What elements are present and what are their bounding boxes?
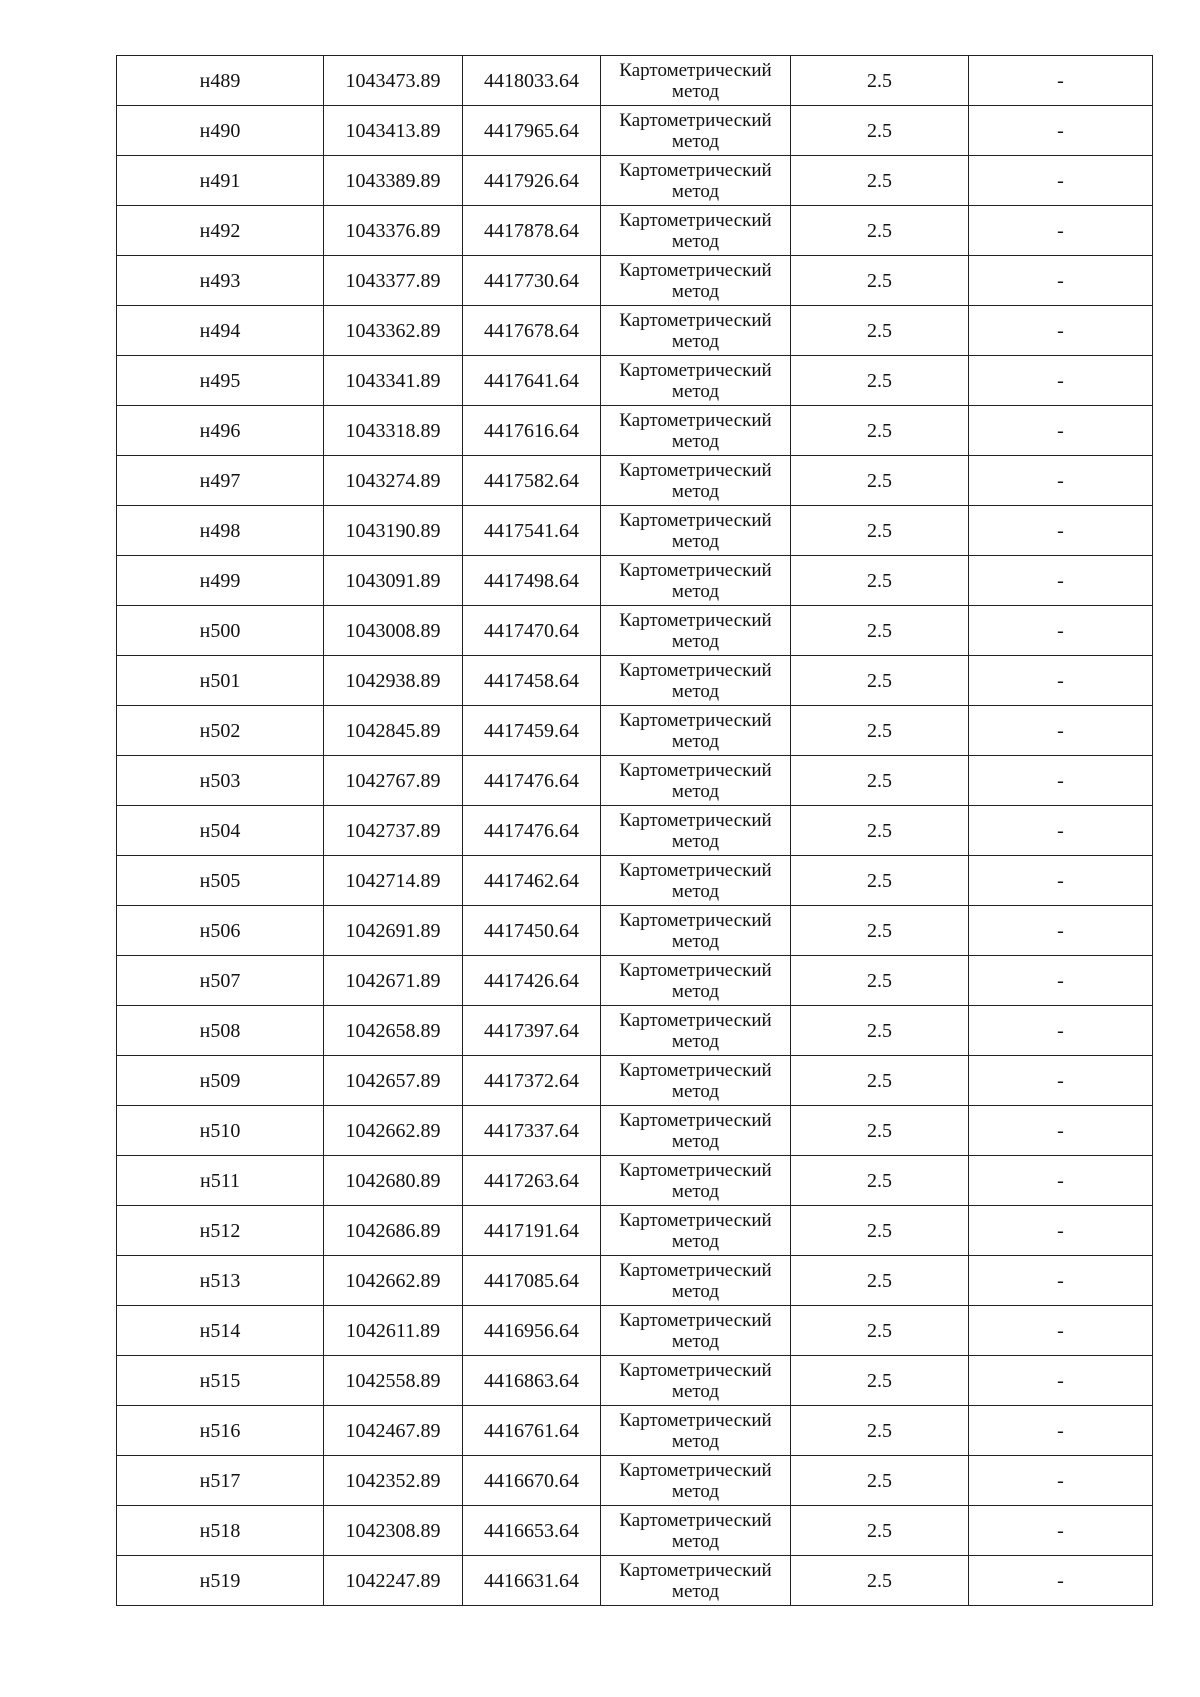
x-coordinate-cell: 1043389.89 — [324, 156, 463, 206]
note-cell: - — [969, 1406, 1153, 1456]
point-number-cell: н505 — [117, 856, 324, 906]
method-label-line2: метод — [671, 581, 720, 602]
method-label-line1: Картометрический — [619, 760, 772, 781]
point-number-cell: н499 — [117, 556, 324, 606]
x-coordinate-cell: 1043473.89 — [324, 56, 463, 106]
accuracy-cell: 2.5 — [791, 556, 969, 606]
accuracy-cell: 2.5 — [791, 1006, 969, 1056]
accuracy-cell: 2.5 — [791, 106, 969, 156]
coordinates-table-body — [117, 56, 1153, 1606]
accuracy-cell: 2.5 — [791, 656, 969, 706]
method-cell — [601, 106, 791, 156]
method-label-line2: метод — [671, 1231, 720, 1252]
x-coordinate-cell: 1042657.89 — [324, 1056, 463, 1106]
point-number-cell: н508 — [117, 1006, 324, 1056]
method-label-line1: Картометрический — [619, 1410, 772, 1431]
coordinates-table — [116, 55, 1153, 1606]
note-cell: - — [969, 1106, 1153, 1156]
table-row — [117, 1056, 1153, 1106]
y-coordinate-cell: 4417926.64 — [463, 156, 601, 206]
table-row — [117, 256, 1153, 306]
method-label-line1: Картометрический — [619, 360, 772, 381]
y-coordinate-cell: 4417965.64 — [463, 106, 601, 156]
note-cell: - — [969, 506, 1153, 556]
y-coordinate-cell: 4417582.64 — [463, 456, 601, 506]
note-cell: - — [969, 956, 1153, 1006]
method-cell — [601, 1406, 791, 1456]
method-cell — [601, 1056, 791, 1106]
accuracy-cell: 2.5 — [791, 1456, 969, 1506]
method-label-line2: метод — [671, 481, 720, 502]
x-coordinate-cell: 1042686.89 — [324, 1206, 463, 1256]
method-label-line1: Картометрический — [619, 1460, 772, 1481]
table-row — [117, 156, 1153, 206]
method-cell — [601, 706, 791, 756]
y-coordinate-cell: 4417470.64 — [463, 606, 601, 656]
point-number-cell: н492 — [117, 206, 324, 256]
accuracy-cell: 2.5 — [791, 756, 969, 806]
accuracy-cell: 2.5 — [791, 1306, 969, 1356]
method-label-line1: Картометрический — [619, 260, 772, 281]
point-number-cell: н516 — [117, 1406, 324, 1456]
method-cell — [601, 206, 791, 256]
method-label-line1: Картометрический — [619, 560, 772, 581]
point-number-cell: н506 — [117, 906, 324, 956]
note-cell: - — [969, 306, 1153, 356]
table-row — [117, 1006, 1153, 1056]
table-row — [117, 1156, 1153, 1206]
method-label-line1: Картометрический — [619, 710, 772, 731]
y-coordinate-cell: 4416631.64 — [463, 1556, 601, 1606]
accuracy-cell: 2.5 — [791, 1406, 969, 1456]
note-cell: - — [969, 1256, 1153, 1306]
y-coordinate-cell: 4417476.64 — [463, 756, 601, 806]
method-cell — [601, 156, 791, 206]
x-coordinate-cell: 1043377.89 — [324, 256, 463, 306]
accuracy-cell: 2.5 — [791, 1206, 969, 1256]
method-cell — [601, 56, 791, 106]
method-label-line1: Картометрический — [619, 1210, 772, 1231]
point-number-cell: н519 — [117, 1556, 324, 1606]
method-label-line2: метод — [671, 331, 720, 352]
y-coordinate-cell: 4417641.64 — [463, 356, 601, 406]
accuracy-cell: 2.5 — [791, 306, 969, 356]
accuracy-cell: 2.5 — [791, 1556, 969, 1606]
y-coordinate-cell: 4416863.64 — [463, 1356, 601, 1406]
accuracy-cell: 2.5 — [791, 356, 969, 406]
y-coordinate-cell: 4417191.64 — [463, 1206, 601, 1256]
method-label-line1: Картометрический — [619, 1360, 772, 1381]
accuracy-cell: 2.5 — [791, 256, 969, 306]
y-coordinate-cell: 4416761.64 — [463, 1406, 601, 1456]
accuracy-cell: 2.5 — [791, 1256, 969, 1306]
note-cell: - — [969, 1456, 1153, 1506]
x-coordinate-cell: 1043341.89 — [324, 356, 463, 406]
method-label-line1: Картометрический — [619, 1310, 772, 1331]
y-coordinate-cell: 4416670.64 — [463, 1456, 601, 1506]
point-number-cell: н495 — [117, 356, 324, 406]
point-number-cell: н497 — [117, 456, 324, 506]
accuracy-cell: 2.5 — [791, 606, 969, 656]
note-cell: - — [969, 56, 1153, 106]
note-cell: - — [969, 906, 1153, 956]
method-label-line2: метод — [671, 431, 720, 452]
method-label-line1: Картометрический — [619, 210, 772, 231]
table-row — [117, 1206, 1153, 1256]
table-row — [117, 406, 1153, 456]
point-number-cell: н518 — [117, 1506, 324, 1556]
note-cell: - — [969, 706, 1153, 756]
note-cell: - — [969, 206, 1153, 256]
method-label-line2: метод — [671, 531, 720, 552]
table-row — [117, 706, 1153, 756]
x-coordinate-cell: 1042611.89 — [324, 1306, 463, 1356]
table-row — [117, 56, 1153, 106]
note-cell: - — [969, 1306, 1153, 1356]
accuracy-cell: 2.5 — [791, 156, 969, 206]
note-cell: - — [969, 1556, 1153, 1606]
y-coordinate-cell: 4417426.64 — [463, 956, 601, 1006]
y-coordinate-cell: 4417397.64 — [463, 1006, 601, 1056]
method-label-line2: метод — [671, 1531, 720, 1552]
accuracy-cell: 2.5 — [791, 856, 969, 906]
table-row — [117, 1556, 1153, 1606]
method-cell — [601, 306, 791, 356]
method-label-line1: Картометрический — [619, 960, 772, 981]
method-label-line2: метод — [671, 381, 720, 402]
method-label-line2: метод — [671, 1181, 720, 1202]
method-cell — [601, 806, 791, 856]
x-coordinate-cell: 1042671.89 — [324, 956, 463, 1006]
table-row — [117, 656, 1153, 706]
method-label-line2: метод — [671, 1581, 720, 1602]
point-number-cell: н490 — [117, 106, 324, 156]
method-label-line1: Картометрический — [619, 1010, 772, 1031]
y-coordinate-cell: 4417458.64 — [463, 656, 601, 706]
point-number-cell: н512 — [117, 1206, 324, 1256]
table-row — [117, 356, 1153, 406]
table-row — [117, 1306, 1153, 1356]
method-label-line1: Картометрический — [619, 510, 772, 531]
x-coordinate-cell: 1042714.89 — [324, 856, 463, 906]
table-row — [117, 306, 1153, 356]
y-coordinate-cell: 4416956.64 — [463, 1306, 601, 1356]
method-label-line2: метод — [671, 81, 720, 102]
method-label-line1: Картометрический — [619, 1260, 772, 1281]
accuracy-cell: 2.5 — [791, 1156, 969, 1206]
y-coordinate-cell: 4417372.64 — [463, 1056, 601, 1106]
y-coordinate-cell: 4416653.64 — [463, 1506, 601, 1556]
accuracy-cell: 2.5 — [791, 906, 969, 956]
method-cell — [601, 1106, 791, 1156]
method-cell — [601, 1006, 791, 1056]
note-cell: - — [969, 456, 1153, 506]
x-coordinate-cell: 1042662.89 — [324, 1106, 463, 1156]
x-coordinate-cell: 1043413.89 — [324, 106, 463, 156]
method-label-line1: Картометрический — [619, 1560, 772, 1581]
table-row — [117, 1456, 1153, 1506]
table-row — [117, 556, 1153, 606]
point-number-cell: н498 — [117, 506, 324, 556]
x-coordinate-cell: 1042558.89 — [324, 1356, 463, 1406]
method-label-line1: Картометрический — [619, 910, 772, 931]
method-label-line1: Картометрический — [619, 860, 772, 881]
method-cell — [601, 506, 791, 556]
method-cell — [601, 656, 791, 706]
table-row — [117, 106, 1153, 156]
x-coordinate-cell: 1043362.89 — [324, 306, 463, 356]
table-row — [117, 606, 1153, 656]
table-row — [117, 1256, 1153, 1306]
method-label-line2: метод — [671, 1031, 720, 1052]
point-number-cell: н511 — [117, 1156, 324, 1206]
method-label-line1: Картометрический — [619, 1160, 772, 1181]
method-label-line2: метод — [671, 781, 720, 802]
method-label-line2: метод — [671, 981, 720, 1002]
point-number-cell: н502 — [117, 706, 324, 756]
note-cell: - — [969, 356, 1153, 406]
method-label-line1: Картометрический — [619, 610, 772, 631]
note-cell: - — [969, 1506, 1153, 1556]
accuracy-cell: 2.5 — [791, 206, 969, 256]
x-coordinate-cell: 1043091.89 — [324, 556, 463, 606]
method-label-line1: Картометрический — [619, 160, 772, 181]
method-cell — [601, 1156, 791, 1206]
table-row — [117, 906, 1153, 956]
method-label-line2: метод — [671, 631, 720, 652]
accuracy-cell: 2.5 — [791, 456, 969, 506]
point-number-cell: н517 — [117, 1456, 324, 1506]
table-row — [117, 506, 1153, 556]
method-label-line2: метод — [671, 1481, 720, 1502]
table-row — [117, 1506, 1153, 1556]
method-cell — [601, 356, 791, 406]
point-number-cell: н494 — [117, 306, 324, 356]
point-number-cell: н507 — [117, 956, 324, 1006]
method-label-line1: Картометрический — [619, 410, 772, 431]
point-number-cell: н504 — [117, 806, 324, 856]
y-coordinate-cell: 4418033.64 — [463, 56, 601, 106]
table-row — [117, 1106, 1153, 1156]
accuracy-cell: 2.5 — [791, 1106, 969, 1156]
note-cell: - — [969, 156, 1153, 206]
point-number-cell: н491 — [117, 156, 324, 206]
method-label-line1: Картометрический — [619, 1060, 772, 1081]
method-label-line2: метод — [671, 1331, 720, 1352]
table-row — [117, 456, 1153, 506]
x-coordinate-cell: 1043376.89 — [324, 206, 463, 256]
table-row — [117, 206, 1153, 256]
note-cell: - — [969, 606, 1153, 656]
method-label-line2: метод — [671, 1431, 720, 1452]
accuracy-cell: 2.5 — [791, 1056, 969, 1106]
x-coordinate-cell: 1042658.89 — [324, 1006, 463, 1056]
table-row — [117, 1356, 1153, 1406]
method-label-line1: Картометрический — [619, 660, 772, 681]
method-label-line1: Картометрический — [619, 1510, 772, 1531]
x-coordinate-cell: 1043190.89 — [324, 506, 463, 556]
table-row — [117, 856, 1153, 906]
y-coordinate-cell: 4417462.64 — [463, 856, 601, 906]
method-label-line2: метод — [671, 1381, 720, 1402]
note-cell: - — [969, 106, 1153, 156]
x-coordinate-cell: 1042352.89 — [324, 1456, 463, 1506]
note-cell: - — [969, 556, 1153, 606]
table-row — [117, 1406, 1153, 1456]
method-cell — [601, 1506, 791, 1556]
point-number-cell: н513 — [117, 1256, 324, 1306]
note-cell: - — [969, 806, 1153, 856]
accuracy-cell: 2.5 — [791, 706, 969, 756]
x-coordinate-cell: 1043318.89 — [324, 406, 463, 456]
method-cell — [601, 756, 791, 806]
method-label-line2: метод — [671, 681, 720, 702]
method-label-line2: метод — [671, 1131, 720, 1152]
method-label-line2: метод — [671, 831, 720, 852]
point-number-cell: н501 — [117, 656, 324, 706]
method-cell — [601, 856, 791, 906]
accuracy-cell: 2.5 — [791, 506, 969, 556]
x-coordinate-cell: 1042247.89 — [324, 1556, 463, 1606]
point-number-cell: н503 — [117, 756, 324, 806]
note-cell: - — [969, 256, 1153, 306]
method-cell — [601, 1206, 791, 1256]
note-cell: - — [969, 1356, 1153, 1406]
method-label-line1: Картометрический — [619, 310, 772, 331]
method-label-line1: Картометрический — [619, 1110, 772, 1131]
note-cell: - — [969, 1056, 1153, 1106]
x-coordinate-cell: 1042938.89 — [324, 656, 463, 706]
y-coordinate-cell: 4417878.64 — [463, 206, 601, 256]
point-number-cell: н515 — [117, 1356, 324, 1406]
method-label-line1: Картометрический — [619, 60, 772, 81]
method-cell — [601, 1456, 791, 1506]
x-coordinate-cell: 1043008.89 — [324, 606, 463, 656]
method-cell — [601, 1356, 791, 1406]
note-cell: - — [969, 856, 1153, 906]
method-label-line1: Картометрический — [619, 110, 772, 131]
method-label-line2: метод — [671, 181, 720, 202]
y-coordinate-cell: 4417459.64 — [463, 706, 601, 756]
method-cell — [601, 556, 791, 606]
x-coordinate-cell: 1043274.89 — [324, 456, 463, 506]
note-cell: - — [969, 406, 1153, 456]
method-cell — [601, 406, 791, 456]
point-number-cell: н500 — [117, 606, 324, 656]
x-coordinate-cell: 1042308.89 — [324, 1506, 463, 1556]
method-cell — [601, 1306, 791, 1356]
accuracy-cell: 2.5 — [791, 56, 969, 106]
table-row — [117, 756, 1153, 806]
method-cell — [601, 256, 791, 306]
method-label-line2: метод — [671, 1281, 720, 1302]
method-label-line1: Картометрический — [619, 460, 772, 481]
y-coordinate-cell: 4417730.64 — [463, 256, 601, 306]
accuracy-cell: 2.5 — [791, 806, 969, 856]
x-coordinate-cell: 1042845.89 — [324, 706, 463, 756]
method-cell — [601, 606, 791, 656]
note-cell: - — [969, 756, 1153, 806]
method-label-line2: метод — [671, 881, 720, 902]
y-coordinate-cell: 4417263.64 — [463, 1156, 601, 1206]
y-coordinate-cell: 4417678.64 — [463, 306, 601, 356]
table-row — [117, 956, 1153, 1006]
x-coordinate-cell: 1042467.89 — [324, 1406, 463, 1456]
point-number-cell: н496 — [117, 406, 324, 456]
note-cell: - — [969, 1156, 1153, 1206]
y-coordinate-cell: 4417616.64 — [463, 406, 601, 456]
y-coordinate-cell: 4417450.64 — [463, 906, 601, 956]
note-cell: - — [969, 1206, 1153, 1256]
accuracy-cell: 2.5 — [791, 1356, 969, 1406]
method-cell — [601, 906, 791, 956]
x-coordinate-cell: 1042691.89 — [324, 906, 463, 956]
method-label-line2: метод — [671, 231, 720, 252]
method-cell — [601, 456, 791, 506]
point-number-cell: н493 — [117, 256, 324, 306]
x-coordinate-cell: 1042737.89 — [324, 806, 463, 856]
point-number-cell: н509 — [117, 1056, 324, 1106]
method-label-line2: метод — [671, 931, 720, 952]
point-number-cell: н514 — [117, 1306, 324, 1356]
method-label-line1: Картометрический — [619, 810, 772, 831]
method-label-line2: метод — [671, 1081, 720, 1102]
note-cell: - — [969, 1006, 1153, 1056]
y-coordinate-cell: 4417541.64 — [463, 506, 601, 556]
x-coordinate-cell: 1042662.89 — [324, 1256, 463, 1306]
table-row — [117, 806, 1153, 856]
accuracy-cell: 2.5 — [791, 956, 969, 1006]
accuracy-cell: 2.5 — [791, 1506, 969, 1556]
y-coordinate-cell: 4417476.64 — [463, 806, 601, 856]
note-cell: - — [969, 656, 1153, 706]
y-coordinate-cell: 4417498.64 — [463, 556, 601, 606]
method-cell — [601, 1556, 791, 1606]
point-number-cell: н510 — [117, 1106, 324, 1156]
y-coordinate-cell: 4417085.64 — [463, 1256, 601, 1306]
y-coordinate-cell: 4417337.64 — [463, 1106, 601, 1156]
method-cell — [601, 956, 791, 1006]
method-label-line2: метод — [671, 731, 720, 752]
method-label-line2: метод — [671, 131, 720, 152]
x-coordinate-cell: 1042680.89 — [324, 1156, 463, 1206]
accuracy-cell: 2.5 — [791, 406, 969, 456]
method-label-line2: метод — [671, 281, 720, 302]
point-number-cell: н489 — [117, 56, 324, 106]
method-cell — [601, 1256, 791, 1306]
x-coordinate-cell: 1042767.89 — [324, 756, 463, 806]
